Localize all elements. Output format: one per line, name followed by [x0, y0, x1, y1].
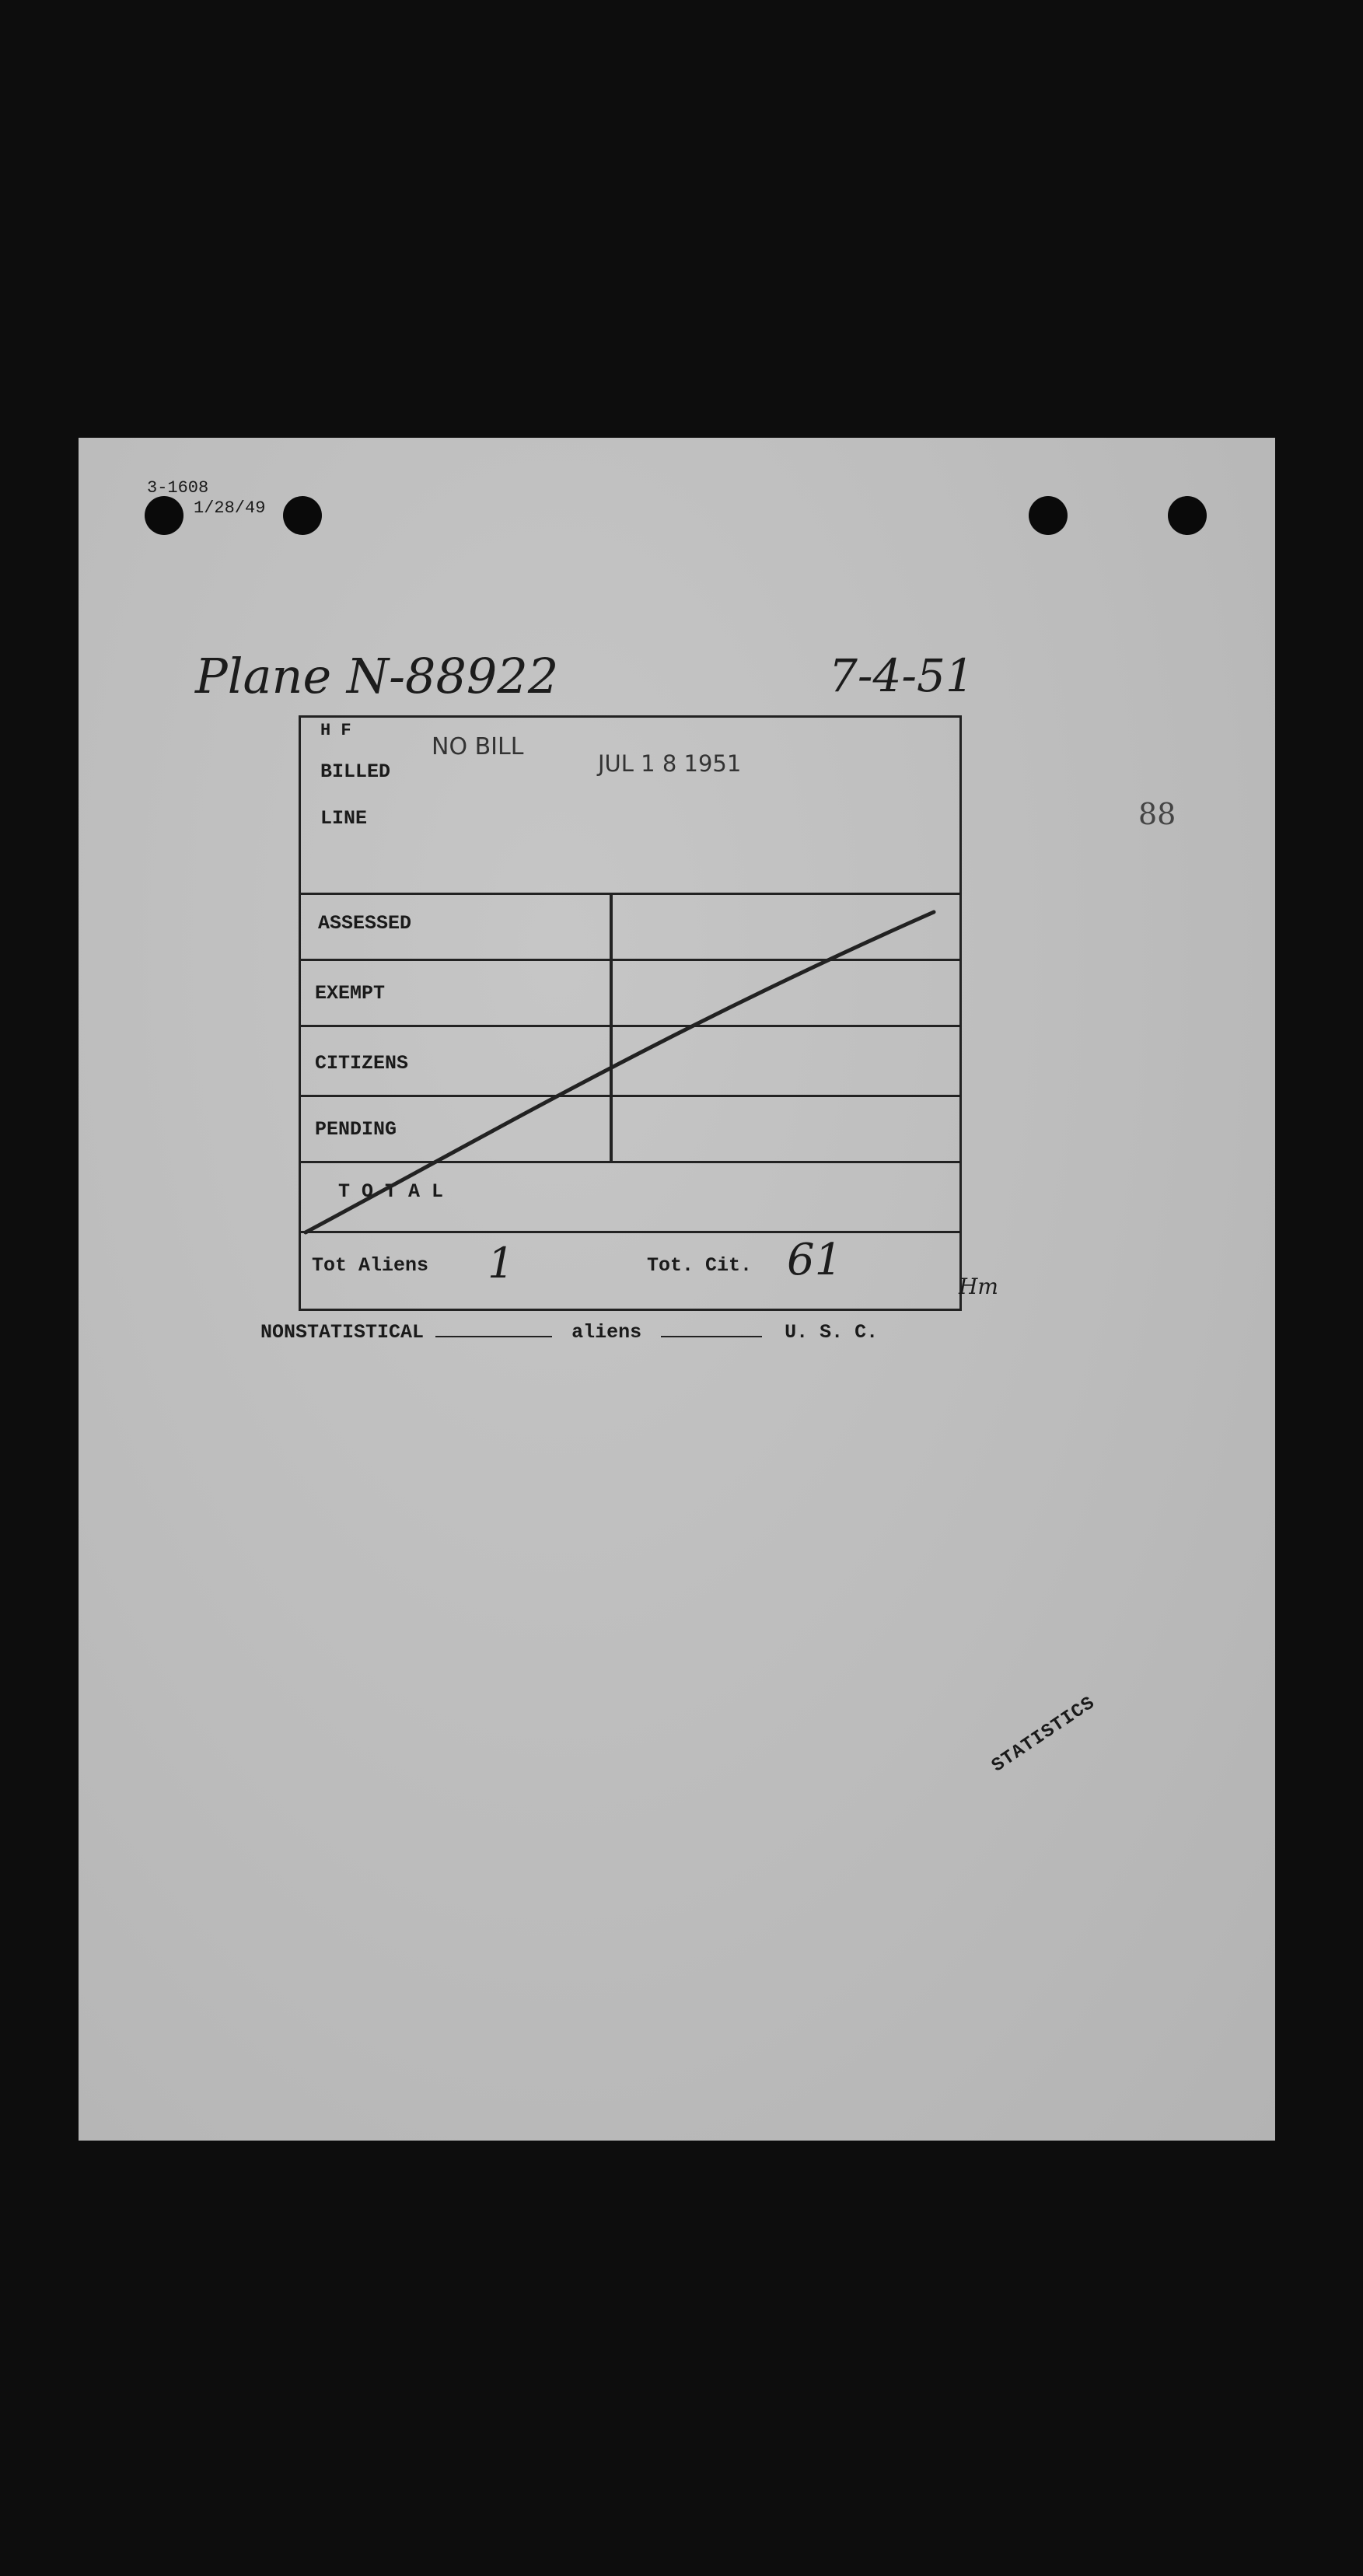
nonstatistical-label: NONSTATISTICAL	[260, 1321, 425, 1344]
punch-hole-left-2	[283, 496, 322, 535]
aliens-blank	[661, 1322, 762, 1337]
tot-cit-value: 61	[787, 1235, 843, 1285]
aliens-label: aliens	[571, 1321, 642, 1344]
hf-label: H F	[320, 721, 351, 740]
divider-6	[301, 1231, 959, 1233]
billed-label: BILLED	[320, 760, 391, 783]
divider-4	[301, 1095, 959, 1097]
row-exempt: EXEMPT	[315, 982, 386, 1005]
row-citizens: CITIZENS	[315, 1052, 409, 1075]
handwritten-date: 7-4-51	[829, 649, 974, 702]
page-number: 88	[1138, 797, 1176, 831]
nonstatistical-blank	[435, 1322, 552, 1337]
punch-hole-right	[1029, 496, 1068, 535]
divider-2	[301, 959, 959, 961]
initials: Hm	[959, 1274, 998, 1299]
nonstatistical-line	[260, 1321, 878, 1344]
tot-cit-label: Tot. Cit.	[647, 1254, 753, 1277]
divider-1	[301, 893, 959, 895]
row-pending: PENDING	[315, 1118, 397, 1141]
total-label: T O T A L	[338, 1180, 444, 1203]
plane-number: Plane N-88922	[195, 648, 559, 704]
statistics-stamp: STATISTICS	[988, 1692, 1099, 1777]
column-divider	[610, 893, 613, 1161]
usc-label: U. S. C.	[785, 1321, 879, 1344]
form-date: 1/28/49	[194, 498, 266, 518]
document-page	[79, 438, 1275, 2141]
line-label: LINE	[320, 807, 368, 830]
punch-hole-right-2	[1168, 496, 1207, 535]
form-table	[299, 715, 962, 1311]
date-stamp: JUL 1 8 1951	[598, 750, 742, 777]
no-bill-stamp: NO BILL	[432, 733, 524, 760]
tot-aliens-label: Tot Aliens	[312, 1254, 429, 1277]
punch-hole-left	[145, 496, 183, 535]
form-number: 3-1608	[147, 478, 209, 498]
divider-5	[301, 1161, 959, 1163]
row-assessed: ASSESSED	[318, 912, 412, 935]
tot-aliens-value: 1	[488, 1239, 515, 1288]
divider-3	[301, 1025, 959, 1027]
